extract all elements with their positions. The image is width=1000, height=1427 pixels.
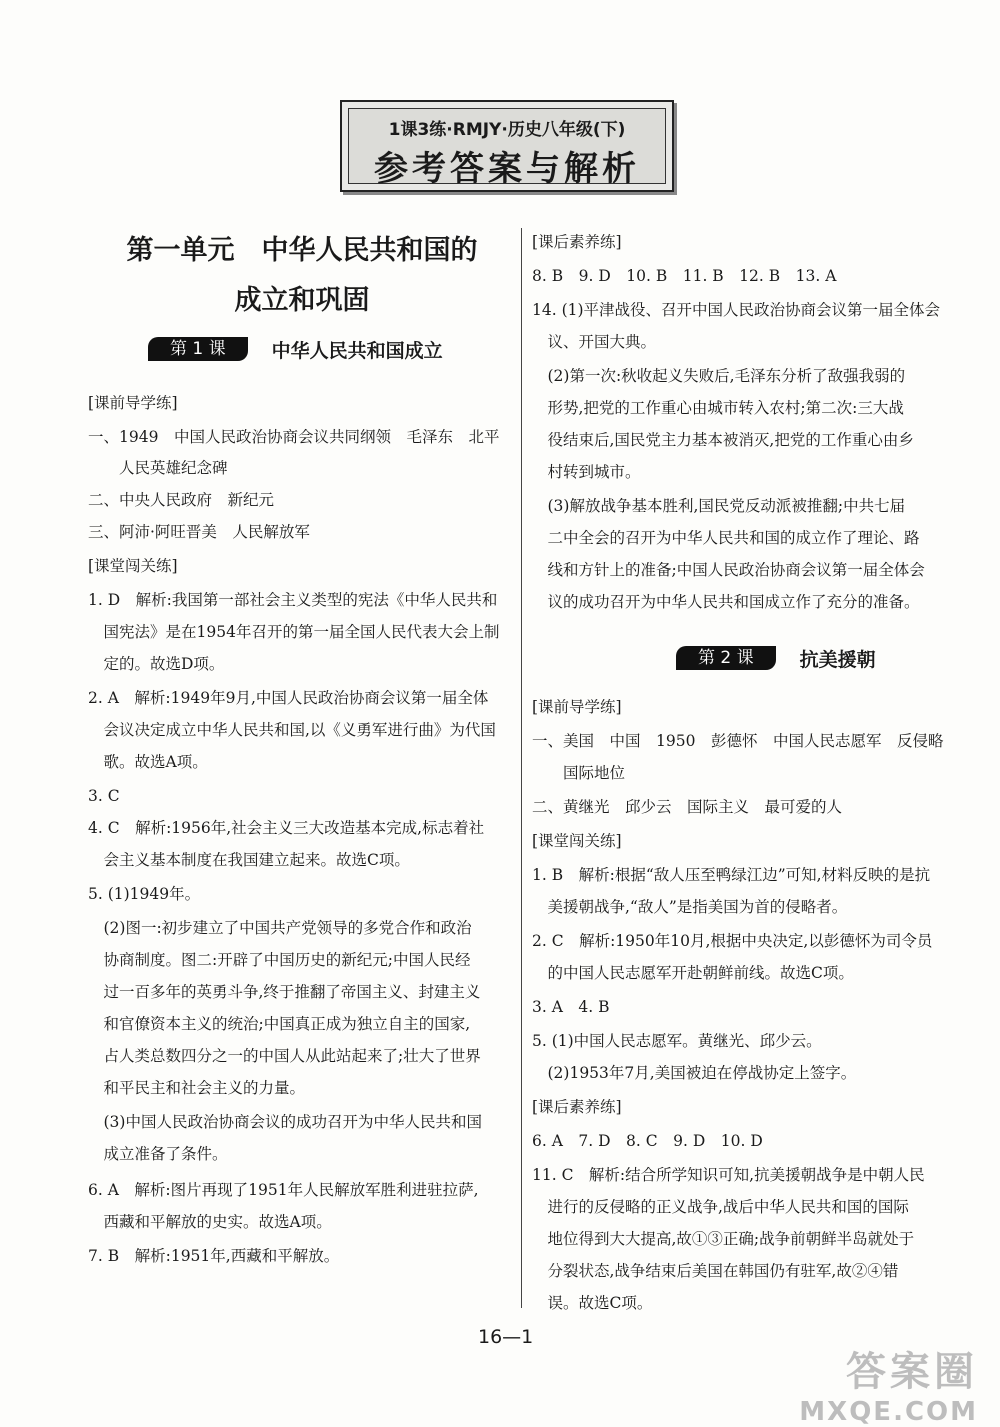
answer-line: 一、1949 中国人民政治协商会议共同纲领 毛泽东 北平 [88, 428, 500, 446]
answer-line: 误。故选C项。 [532, 1294, 653, 1312]
lesson-2-heading [676, 645, 876, 671]
answer-line: 一、美国 中国 1950 彭德怀 中国人民志愿军 反侵略 [532, 732, 944, 750]
header-subtitle: 1课3练·RMJY·历史八年级(下) [388, 120, 626, 140]
answer-line: 5. (1)中国人民志愿军。黄继光、邱少云。 [532, 1032, 822, 1050]
answer-line: 人民英雄纪念碑 [88, 459, 228, 477]
answer-line: 进行的反侵略的正义战争,战后中华人民共和国的国际 [532, 1198, 909, 1216]
answer-line: 和官僚资本主义的统治;中国真正成为独立自主的国家, [88, 1015, 471, 1033]
header-banner [340, 100, 674, 192]
answer-line: 7. B 解析:1951年,西藏和平解放。 [88, 1247, 340, 1265]
answer-line: (2)图一:初步建立了中国共产党领导的多党合作和政治 [88, 919, 472, 937]
section-heading: [课后素养练] [532, 1098, 622, 1116]
answer-line: 分裂状态,战争结束后美国在韩国仍有驻军,故②④错 [532, 1262, 899, 1280]
answer-line: 地位得到大大提高,故①③正确;战争前朝鲜半岛就处于 [532, 1230, 915, 1248]
watermark-url: MXQE.COM [799, 1397, 978, 1427]
header-title: 参考答案与解析 [374, 149, 640, 189]
answer-line: (2)第一次:秋收起义失败后,毛泽东分析了敌强我弱的 [532, 367, 906, 385]
answer-line: 11. C 解析:结合所学知识可知,抗美援朝战争是中朝人民 [532, 1166, 925, 1184]
answer-line: 占人类总数四分之一的中国人从此站起来了;壮大了世界 [88, 1047, 481, 1065]
answer-line: 2. A 解析:1949年9月,中国人民政治协商会议第一届全体 [88, 689, 489, 707]
lesson-2-name: 抗美援朝 [799, 648, 876, 671]
answer-line: 6. A 解析:图片再现了1951年人民解放军胜利进驻拉萨, [88, 1181, 479, 1199]
answer-line: (2)1953年7月,美国被迫在停战协定上签字。 [532, 1064, 857, 1082]
answer-line: 歌。故选A项。 [88, 753, 208, 771]
section-heading: [课堂闯关练] [532, 832, 622, 850]
answer-line: 役结束后,国民党主力基本被消灭,把党的工作重心由乡 [532, 431, 914, 449]
answer-line: 的中国人民志愿军开赴朝鲜前线。故选C项。 [532, 964, 854, 982]
lesson-2-tag: 第 2 课 [676, 646, 776, 670]
answer-line: 14. (1)平津战役、召开中国人民政治协商会议第一届全体会 [532, 301, 941, 319]
answer-line: 二、中央人民政府 新纪元 [88, 491, 275, 509]
answer-line: 议的成功召开为中华人民共和国成立作了充分的准备。 [532, 593, 920, 611]
answer-line: 国宪法》是在1954年召开的第一届全国人民代表大会上制 [88, 623, 500, 641]
watermark [799, 1340, 978, 1427]
answer-line: 二中全会的召开为中华人民共和国的成立作了理论、路 [532, 529, 920, 547]
answer-line: 会议决定成立中华人民共和国,以《义勇军进行曲》为代国 [88, 721, 496, 739]
watermark-logo-text: 答案圈 [846, 1349, 978, 1395]
answer-line: 二、黄继光 邱少云 国际主义 最可爱的人 [532, 798, 843, 816]
answer-line: 三、阿沛·阿旺晋美 人民解放军 [88, 523, 310, 541]
answer-line: 1. D 解析:我国第一部社会主义类型的宪法《中华人民共和 [88, 591, 498, 609]
answer-line: 5. (1)1949年。 [88, 885, 201, 903]
answer-line: 过一百多年的英勇斗争,终于推翻了帝国主义、封建主义 [88, 983, 481, 1001]
answer-line: (3)中国人民政治协商会议的成功召开为中华人民共和国 [88, 1113, 482, 1131]
answer-line: 6. A 7. D 8. C 9. D 10. D [532, 1132, 763, 1150]
unit-title-line1: 第一单元 中华人民共和国的 [126, 235, 478, 266]
lesson-1-tag: 第 1 课 [148, 337, 248, 361]
answer-line: 协商制度。图二:开辟了中国历史的新纪元;中国人民经 [88, 951, 471, 969]
answer-line: 西藏和平解放的史实。故选A项。 [88, 1213, 332, 1231]
answer-line: 形势,把党的工作重心由城市转入农村;第二次:三大战 [532, 399, 904, 417]
answer-line: 村转到城市。 [532, 463, 641, 481]
section-heading: [课前导学练] [88, 394, 178, 412]
answer-line: 成立准备了条件。 [88, 1145, 228, 1163]
column-divider [521, 228, 522, 1308]
lesson-1-name: 中华人民共和国成立 [271, 339, 443, 362]
answer-line: 线和方针上的准备;中国人民政治协商会议第一届全体会 [532, 561, 925, 579]
section-heading: [课前导学练] [532, 698, 622, 716]
answer-line: 4. C 解析:1956年,社会主义三大改造基本完成,标志着社 [88, 819, 485, 837]
answer-line: 1. B 解析:根据“敌人压至鸭绿江边”可知,材料反映的是抗 [532, 866, 931, 884]
header-inner [348, 108, 666, 189]
answer-line: 会主义基本制度在我国建立起来。故选C项。 [88, 851, 410, 869]
lesson-1-heading [148, 336, 443, 362]
answer-line: 8. B 9. D 10. B 11. B 12. B 13. A [532, 267, 837, 285]
unit-title-line2: 成立和巩固 [234, 285, 370, 316]
answer-line: 定的。故选D项。 [88, 655, 225, 673]
answer-line: (3)解放战争基本胜利,国民党反动派被推翻;中共七届 [532, 497, 906, 515]
answer-line: 议、开国大典。 [532, 333, 657, 351]
section-heading: [课后素养练] [532, 233, 622, 251]
unit-title [88, 226, 516, 326]
answer-line: 国际地位 [532, 764, 626, 782]
answer-line: 3. C [88, 787, 120, 805]
answer-line: 3. A 4. B [532, 998, 610, 1016]
answer-line: 美援朝战争,“敌人”是指美国为首的侵略者。 [532, 898, 848, 916]
answer-line: 2. C 解析:1950年10月,根据中央决定,以彭德怀为司令员 [532, 932, 933, 950]
page-number: 16—1 [478, 1326, 534, 1348]
section-heading: [课堂闯关练] [88, 557, 178, 575]
answer-line: 和平民主和社会主义的力量。 [88, 1079, 306, 1097]
